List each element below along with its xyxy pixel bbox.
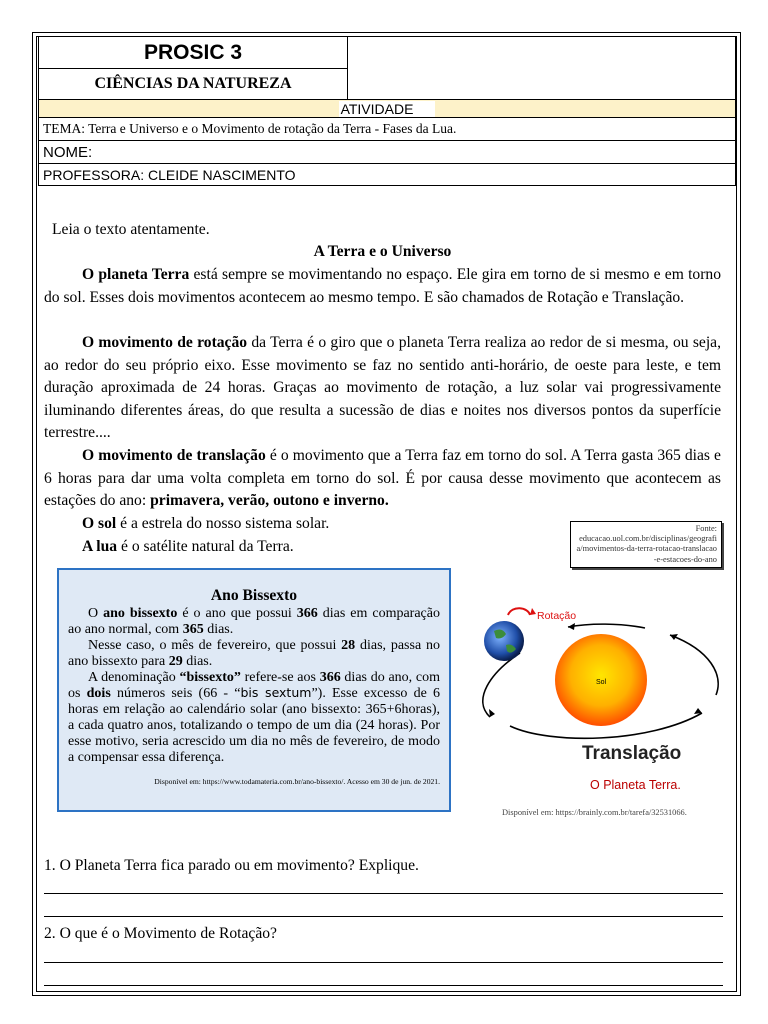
leap-year-p3: A denominação “bissexto” refere-se aos 366 dias do ano, com os dois números seis (66 - “bis sextum”). Esse excesso de 6 horas em relação ao calendário solar (ano bissexto: 365+6horas), a cada quatro anos, totalizando o tempo de um dia (24 horas). Por esse motivo, seria acrescido um dia no mês de fevereiro, de modo a compensar essa diferença. bbox=[68, 669, 440, 766]
paragraph-lua: A lua é o satélite natural da Terra. bbox=[82, 538, 294, 555]
leap-year-p2: Nesse caso, o mês de fevereiro, que possui 28 dias, passa no ano bissexto para 29 dias. bbox=[68, 637, 440, 669]
answer-line[interactable] bbox=[44, 985, 723, 986]
question-2: 2. O que é o Movimento de Rotação? bbox=[44, 925, 277, 942]
diagram-caption: O Planeta Terra. bbox=[590, 778, 681, 792]
paragraph-translacao: O movimento de translação é o movimento que a Terra faz em torno do sol. A Terra gasta 365 dias e 6 horas para dar uma volta completa em torno do sol. É por causa desse movimento que acontecem as estações do ano: primavera, verão, outono e inverno. bbox=[44, 447, 721, 510]
source-url[interactable]: educacao.uol.com.br/disciplinas/geografia/movimentos-da-terra-rotacao-translacao-e-estacoes-do-ano bbox=[576, 534, 717, 564]
header-table bbox=[38, 36, 736, 186]
orbit-arrow-4 bbox=[568, 623, 575, 630]
paragraph-sol: O sol é a estrela do nosso sistema solar. bbox=[82, 515, 330, 532]
theme-line: TEMA: Terra e Universo e o Movimento de rotação da Terra - Fases da Lua. bbox=[39, 118, 736, 141]
school-title: PROSIC 3 bbox=[39, 37, 348, 69]
rotation-label: Rotação bbox=[537, 610, 577, 622]
paragraph-rotacao: O movimento de rotação da Terra é o giro que o planeta Terra realiza ao redor de si mesma, ou seja, ao redor do seu próprio eixo. Esse movimento se faz no sentido anti-horário, de oeste para leste, e tem duração aproximada de 24 horas. Graças ao movimento de rotação, a luz solar vai progressivamente iluminando diferentes áreas, do que resulta a sucessão de dias e noites nos diversos pontos da superfície terrestre.... bbox=[44, 334, 721, 442]
orbit-arrow-2 bbox=[694, 708, 702, 714]
orbit-illustration bbox=[470, 595, 730, 800]
answer-line[interactable] bbox=[44, 962, 723, 963]
rotation-arrowhead bbox=[530, 608, 536, 615]
source-box bbox=[570, 521, 722, 568]
source-label: Fonte: bbox=[695, 524, 717, 533]
leap-year-source: Disponível em: https://www.todamateria.com.br/ano-bissexto/. Acesso em 30 de jun. de 2021. bbox=[154, 776, 440, 786]
section-heading: A Terra e o Universo bbox=[313, 243, 452, 260]
translation-label: Translação bbox=[582, 743, 682, 764]
diagram-source: Disponível em: https://brainly.com.br/tarefa/32531066. bbox=[502, 808, 687, 817]
subject-title: CIÊNCIAS DA NATUREZA bbox=[39, 69, 348, 100]
teacher-line: PROFESSORA: CLEIDE NASCIMENTO bbox=[39, 164, 736, 186]
activity-label: ATIVIDADE bbox=[39, 100, 736, 118]
header-blank-cell bbox=[348, 37, 736, 100]
leap-year-p1: O ano bissexto é o ano que possui 366 dias em comparação ao ano normal, com 365 dias. bbox=[68, 605, 440, 637]
paragraph-planeta: O planeta Terra está sempre se movimentando no espaço. Ele gira em torno de si mesmo e em torno do sol. Esses dois movimentos acontecem ao mesmo tempo. E são chamados de Rotação e Translação. bbox=[44, 266, 721, 306]
earth-icon bbox=[484, 621, 524, 661]
orbit-arc-top bbox=[568, 624, 645, 628]
question-1: 1. O Planeta Terra fica parado ou em movimento? Explique. bbox=[44, 857, 419, 874]
name-field[interactable]: NOME: bbox=[39, 141, 736, 164]
answer-line[interactable] bbox=[44, 916, 723, 917]
orbit-arc-right bbox=[670, 635, 718, 695]
intro-text: Leia o texto atentamente. bbox=[52, 221, 210, 238]
rotation-arrow-icon bbox=[508, 608, 530, 615]
earth-orbit-diagram bbox=[470, 595, 730, 805]
leap-year-title: Ano Bissexto bbox=[210, 587, 298, 604]
orbit-arc-left-top bbox=[483, 653, 520, 717]
sun-label: Sol bbox=[595, 679, 607, 686]
answer-line[interactable] bbox=[44, 893, 723, 894]
leap-year-box bbox=[57, 568, 451, 812]
orbit-arrow-1 bbox=[489, 709, 495, 717]
